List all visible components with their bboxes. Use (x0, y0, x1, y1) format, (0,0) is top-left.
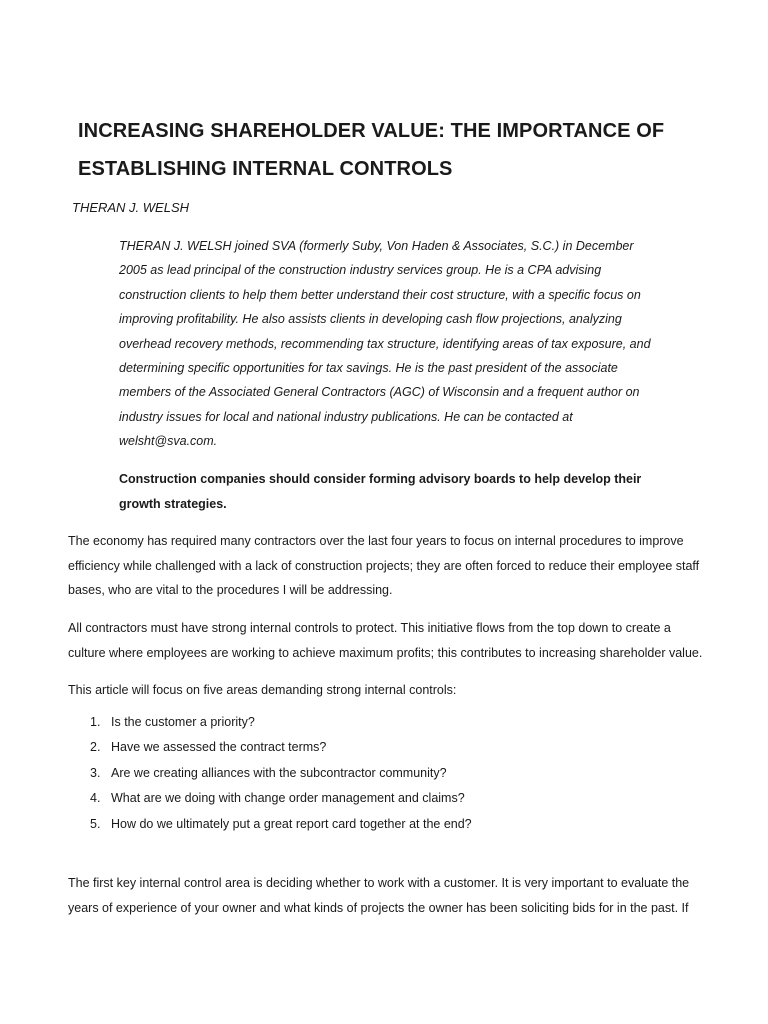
body-paragraph-3: This article will focus on five areas demanding strong internal controls: (68, 683, 457, 697)
focus-areas-list (90, 710, 472, 837)
author-bio-line: 2005 as lead principal of the construction industry services group. He is a CPA advising (119, 263, 602, 278)
paragraph-line: bases, who are vital to the procedures I will be addressing. (68, 583, 393, 597)
list-item-number: 3. (90, 765, 101, 780)
list-item-text: Are we creating alliances with the subcontractor community? (111, 765, 447, 780)
article-title-line: INCREASING SHAREHOLDER VALUE: THE IMPORTANCE OF (78, 120, 665, 142)
author-bio-line: determining specific opportunities for tax savings. He is the past president of the associate (119, 361, 618, 376)
author-bio-line: improving profitability. He also assists clients in developing cash flow projections, analyzing (119, 312, 622, 327)
author-bio-line: welsht@sva.com. (119, 434, 218, 449)
list-item-text: How do we ultimately put a great report card together at the end? (111, 816, 472, 831)
author-bio-line: overhead recovery methods, recommending tax structure, identifying areas of tax exposure, and (119, 336, 651, 351)
body-paragraph-1 (68, 529, 718, 603)
list-item-text: Is the customer a priority? (111, 715, 255, 729)
paragraph-line: The economy has required many contractors over the last four years to focus on internal procedures to improve (68, 534, 684, 548)
author-byline: THERAN J. WELSH (72, 200, 190, 215)
list-item (90, 710, 472, 735)
author-bio-line: members of the Associated General Contractors (AGC) of Wisconsin and a frequent author on (119, 385, 640, 400)
list-item-number: 2. (90, 740, 101, 755)
list-item-number: 4. (90, 791, 101, 806)
author-bio-line: industry issues for local and national industry publications. He can be contacted at (119, 409, 573, 424)
list-item-number: 1. (90, 715, 101, 729)
list-item (90, 735, 472, 760)
body-paragraph-2 (68, 616, 718, 665)
author-bio-line: THERAN J. WELSH joined SVA (formerly Suby, Von Haden & Associates, S.C.) in December (119, 239, 634, 253)
list-item (90, 761, 472, 786)
pull-quote-line: growth strategies. (119, 496, 227, 511)
paragraph-line: culture where employees are working to achieve maximum profits; this contributes to increasing shareholder value. (68, 645, 703, 660)
body-paragraph-4 (68, 871, 718, 920)
pull-quote-line: Construction companies should consider forming advisory boards to help develop their (119, 472, 642, 486)
author-bio (119, 234, 679, 454)
pull-quote (119, 467, 679, 516)
paragraph-line: years of experience of your owner and what kinds of projects the owner has been soliciting bids for in the past. If (68, 900, 689, 915)
author-bio-line: construction clients to help them better understand their cost structure, with a specific focus on (119, 287, 641, 302)
paragraph-line: The first key internal control area is deciding whether to work with a customer. It is very important to evaluate the (68, 876, 690, 890)
paragraph-line: All contractors must have strong internal controls to protect. This initiative flows from the top down to create a (68, 621, 671, 635)
list-item-text: What are we doing with change order management and claims? (111, 791, 465, 806)
list-item-number: 5. (90, 816, 101, 831)
list-item (90, 812, 472, 837)
list-item (90, 786, 472, 811)
article-title (78, 112, 718, 188)
article-title-line: ESTABLISHING INTERNAL CONTROLS (78, 158, 453, 180)
list-item-text: Have we assessed the contract terms? (111, 740, 327, 755)
paragraph-line: efficiency while challenged with a lack of construction projects; they are often forced to reduce their employee staff (68, 558, 700, 573)
